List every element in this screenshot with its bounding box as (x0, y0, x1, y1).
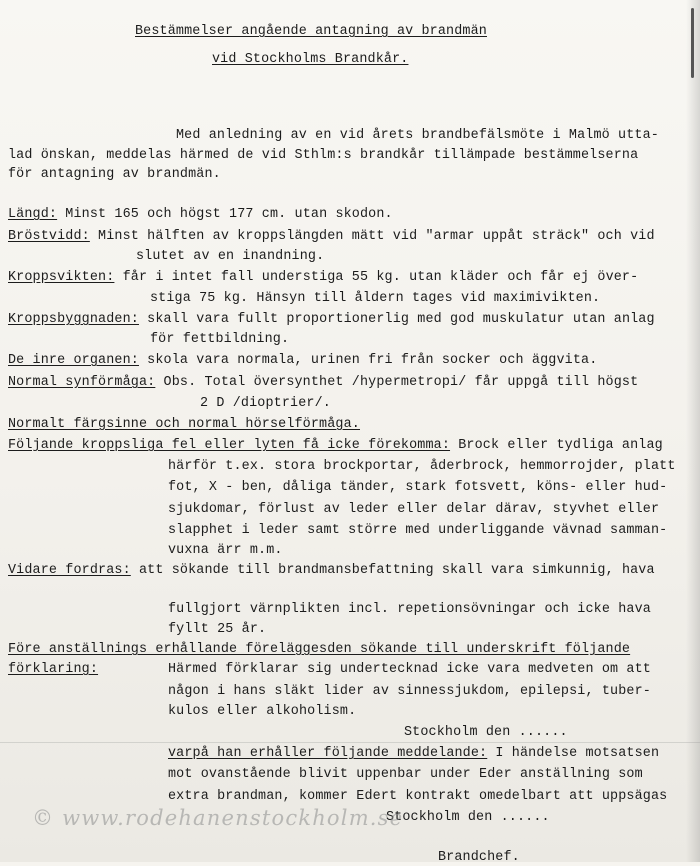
item-fore-place: Stockholm den ...... (404, 725, 568, 740)
item-kroppsvikten-cont: stiga 75 kg. Hänsyn till åldern tages vid maximivikten. (150, 291, 601, 306)
item-vidare-label: Vidare fordras: (8, 563, 131, 578)
item-fel-cont-5: vuxna ärr m.m. (168, 543, 283, 558)
item-vidare (8, 563, 655, 579)
item-inre-label: De inre organen: (8, 353, 139, 368)
item-langd-text: Minst 165 och högst 177 cm. utan skodon. (57, 207, 393, 222)
document-title-line-1: Bestämmelser angående antagning av brandmän (135, 24, 487, 39)
item-langd-label: Längd: (8, 207, 58, 222)
item-inre-text: skola vara normala, urinen fri från socker och äggvita. (138, 353, 598, 368)
signature-brandchef: Brandchef. (438, 850, 520, 865)
intro-line-3: för antagning av brandmän. (8, 167, 221, 182)
intro-line-1: Med anledning av en vid årets brandbefälsmöte i Malmö utta- (176, 128, 659, 143)
item-synformaga-text: Obs. Total översynthet /hypermetropi/ får uppgå till högst (155, 375, 639, 390)
item-synformaga-label: Normal synförmåga: (8, 375, 156, 390)
item-kroppsbyggnaden-text: skall vara fullt proportionerlig med god muskulatur utan anlag (138, 312, 655, 327)
item-kroppsbyggnaden-cont: för fettbildning. (150, 332, 290, 347)
item-vidare-text: att sökande till brandmansbefattning skall vara simkunnig, hava (130, 563, 655, 578)
item-kroppsvikten-text: får i intet fall understiga 55 kg. utan kläder och får ej över- (114, 270, 639, 285)
item-fore-cont-2: kulos eller alkoholism. (168, 704, 357, 719)
item-varpa-place: Stockholm den ...... (386, 810, 550, 825)
item-inre-organen (8, 353, 597, 369)
item-fore-cont-1: någon i hans släkt lider av sinnessjukdom, epilepsi, tuber- (168, 684, 651, 699)
item-kroppsbyggnaden-label: Kroppsbyggnaden: (8, 312, 139, 327)
item-varpa-cont-1: mot ovanstående blivit uppenbar under Eder anställning som (168, 767, 643, 782)
item-varpa-label: varpå han erhåller följande meddelande: (168, 746, 488, 761)
item-fel-cont-3: sjukdomar, förlust av leder eller delar därav, styvhet eller (168, 502, 660, 517)
intro-line-2: lad önskan, meddelas härmed de vid Sthlm:s brandkår tillämpade bestämmelserna (8, 148, 639, 163)
item-kroppsbyggnaden (8, 312, 655, 328)
item-fel-text: Brock eller tydliga anlag (450, 438, 663, 453)
watermark-text: © www.rodehanenstockholm.se (32, 806, 404, 830)
item-varpa-cont-2: extra brandman, kommer Edert kontrakt omedelbart att uppsägas (168, 789, 668, 804)
item-fargsinne: Normalt färgsinne och normal hörselförmåga. (8, 417, 360, 432)
item-brostvidd (8, 229, 655, 245)
item-fore-label: Före anställnings erhållande föreläggesden sökande till underskrift följande (8, 642, 631, 657)
item-kroppsvikten (8, 270, 638, 286)
item-synformaga-cont: 2 D /dioptrier/. (200, 396, 331, 411)
item-varpa-text: I händelse motsatsen (487, 746, 660, 761)
item-varpa (168, 746, 659, 762)
item-fel-cont-4: slapphet i leder samt större med underliggande vävnad samman- (168, 523, 668, 538)
item-fel (8, 438, 663, 454)
paper-fold-line (0, 742, 700, 743)
item-fore-text: Härmed förklarar sig undertecknad icke vara medveten om att (168, 662, 651, 677)
item-fel-cont-1: härför t.ex. stora brockportar, åderbrock, hemmorrojder, platt (168, 459, 676, 474)
item-brostvidd-label: Bröstvidd: (8, 229, 90, 244)
item-vidare-cont-1: fullgjort värnplikten incl. repetionsövningar och icke hava (168, 602, 651, 617)
item-brostvidd-cont: slutet av en inandning. (136, 249, 325, 264)
item-kroppsvikten-label: Kroppsvikten: (8, 270, 115, 285)
item-langd (8, 207, 393, 223)
item-vidare-cont-2: fyllt 25 år. (168, 622, 267, 637)
document-title-line-2: vid Stockholms Brandkår. (212, 52, 409, 67)
item-fore-label-2: förklaring: (8, 662, 99, 677)
item-fel-label: Följande kroppsliga fel eller lyten få icke förekomma: (8, 438, 451, 453)
page-edge-shadow (686, 0, 700, 862)
item-synformaga (8, 375, 638, 391)
item-fel-cont-2: fot, X - ben, dåliga tänder, stark fotsvett, köns- eller hud- (168, 480, 668, 495)
scroll-indicator[interactable] (691, 8, 694, 78)
item-brostvidd-text: Minst hälften av kroppslängden mätt vid "armar uppåt sträck" och vid (89, 229, 655, 244)
